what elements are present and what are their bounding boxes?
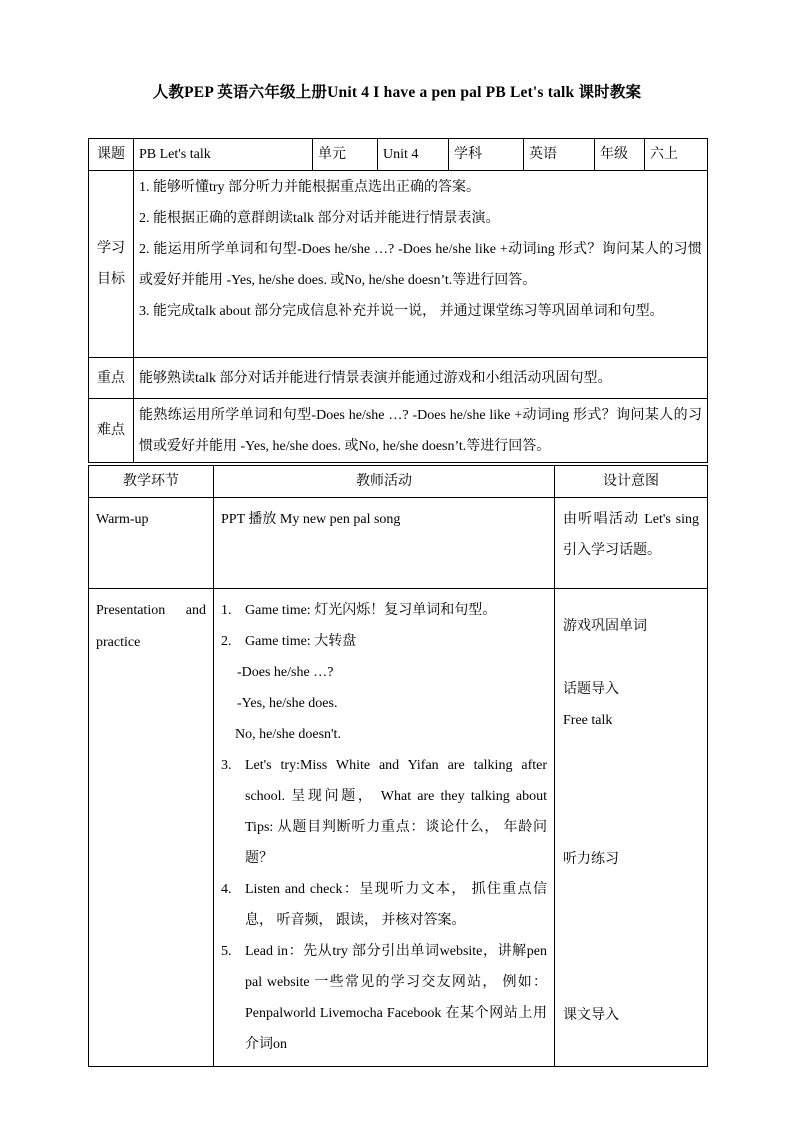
presentation-activity (214, 589, 555, 1067)
teaching-process-table (88, 465, 708, 1067)
intent-item: Free talk (563, 713, 613, 728)
grade-label: 年级 (595, 139, 645, 171)
objective-item: 2. 能运用所学单词和句型-Does he/she …? -Does he/she like +动词ing 形式？询问某人的习惯或爱好并能用 -Yes, he/she does. 或No, he/she doesn’t.等进行回答。 (139, 242, 702, 288)
info-row (89, 139, 708, 171)
dialogue-line: No, he/she doesn't. (235, 727, 341, 742)
step-text: Listen and check：呈现听力文本， 抓住重点信息， 听音频， 跟读， 并核对答案。 (245, 882, 547, 928)
unit-label: 单元 (313, 139, 378, 171)
step-item (221, 874, 547, 936)
subject-label: 学科 (449, 139, 524, 171)
intent-item: 课文导入 (563, 1008, 619, 1023)
unit-value: Unit 4 (378, 139, 449, 171)
difficulty-label: 难点 (89, 399, 134, 463)
key-point-label: 重点 (89, 358, 134, 399)
objectives-content (134, 171, 708, 358)
difficulty-text: 能熟练运用所学单词和句型-Does he/she …? -Does he/she like +动词ing 形式？询问某人的习惯或爱好并能用 -Yes, he/she does. 或No, he/she doesn’t.等进行回答。 (134, 399, 708, 463)
objective-item: 3. 能完成talk about 部分完成信息补充并说一说， 并通过课堂练习等巩固单词和句型。 (139, 304, 664, 319)
key-point-row (89, 358, 708, 399)
warmup-stage: Warm-up (89, 498, 214, 589)
step-text: Game time: 灯光闪烁！复习单词和句型。 (245, 603, 497, 618)
step-item (221, 626, 547, 657)
step-number: 2. (221, 634, 232, 649)
warmup-row (89, 498, 708, 589)
document-title: 人教PEP 英语六年级上册Unit 4 I have a pen pal PB Let's talk 课时教案 (152, 84, 642, 101)
step-number: 5. (221, 944, 232, 959)
header-intent: 设计意图 (555, 466, 708, 498)
intent-item: 听力练习 (563, 852, 619, 867)
subject-value: 英语 (524, 139, 595, 171)
objective-item: 2. 能根据正确的意群朗读talk 部分对话并能进行情景表演。 (139, 211, 500, 226)
header-stage: 教学环节 (89, 466, 214, 498)
dialogue-line: -Yes, he/she does. (237, 696, 338, 711)
warmup-activity: PPT 播放 My new pen pal song (214, 498, 555, 589)
intent-item: 话题导入 (563, 682, 619, 697)
step-item (221, 595, 547, 626)
objectives-label: 学习目标 (89, 171, 134, 358)
key-point-text: 能够熟读talk 部分对话并能进行情景表演并能通过游戏和小组活动巩固句型。 (134, 358, 708, 399)
step-text: Let's try:Miss White and Yifan are talking after school. 呈现问题， What are they talking about Tips: 从题目判断听力重点：谈论什么， 年龄问题？ (245, 758, 547, 866)
step-item (221, 936, 547, 1060)
process-header-row (89, 466, 708, 498)
dialogue-line: -Does he/she …? (237, 665, 334, 680)
presentation-row (89, 589, 708, 1067)
presentation-intent (555, 589, 708, 1067)
topic-label: 课题 (89, 139, 134, 171)
step-number: 1. (221, 603, 232, 618)
lesson-info-table (88, 138, 708, 463)
header-activity: 教师活动 (214, 466, 555, 498)
topic-value: PB Let's talk (134, 139, 313, 171)
difficulty-row (89, 399, 708, 463)
grade-value: 六上 (645, 139, 708, 171)
step-number: 3. (221, 758, 232, 773)
presentation-stage: Presentation and practice (89, 589, 214, 1067)
objective-item: 1. 能够听懂try 部分听力并能根据重点选出正确的答案。 (139, 180, 481, 195)
step-number: 4. (221, 882, 232, 897)
step-text: Game time: 大转盘 (245, 634, 357, 649)
intent-item: 游戏巩固单词 (563, 619, 647, 634)
objectives-row (89, 171, 708, 358)
warmup-intent: 由听唱活动 Let's sing 引入学习话题。 (555, 498, 708, 589)
step-item (221, 750, 547, 874)
step-text: Lead in：先从try 部分引出单词website，讲解pen pal website 一些常见的学习交友网站， 例如：Penpalworld Livemocha Facebook 在某个网站上用介词on (245, 944, 547, 1052)
